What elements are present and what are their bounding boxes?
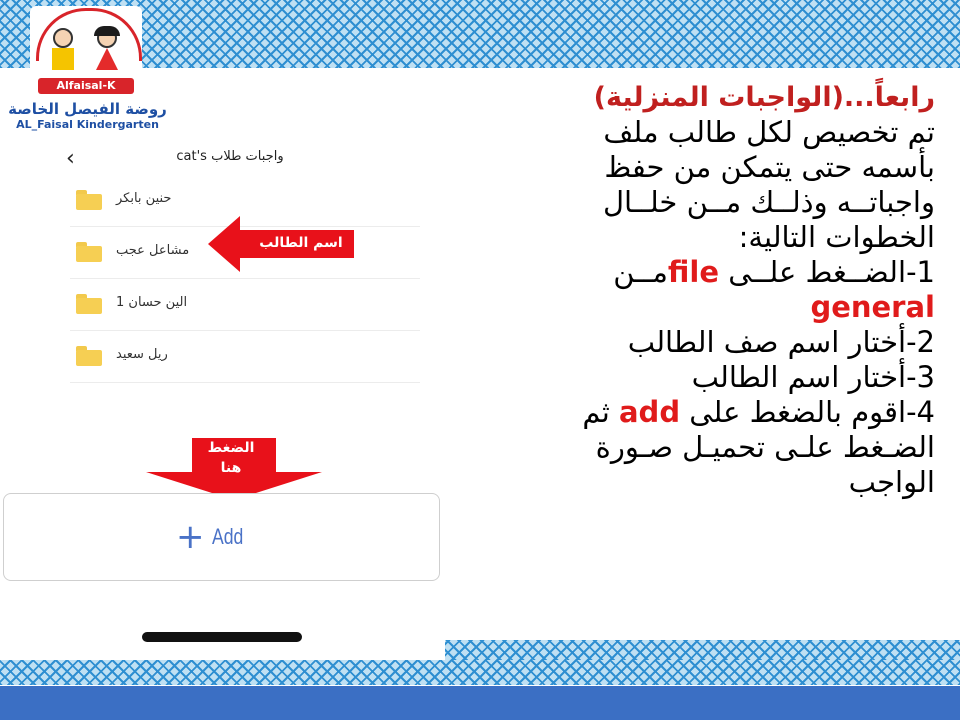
step-3: 3-أختار اسم الطالب xyxy=(691,360,935,394)
logo-badge: Alfaisal-K xyxy=(38,78,134,94)
bottom-pattern-strip xyxy=(0,660,960,685)
student-folder-name: ريل سعيد xyxy=(116,347,168,362)
instruction-line: واجباتــه وذلــك مــن خلــال xyxy=(602,185,935,219)
folder-icon xyxy=(76,190,102,210)
folder-icon xyxy=(76,294,102,314)
instruction-line: الضـغط علـى تحميـل صـورة xyxy=(595,430,935,464)
add-button[interactable] xyxy=(3,493,440,581)
general-keyword: general xyxy=(810,290,935,324)
instruction-line: الواجب xyxy=(848,465,935,499)
callout-label: اسم الطالب xyxy=(259,235,343,251)
home-indicator xyxy=(142,632,302,642)
step-4: 4-اقوم بالضغط على add ثم xyxy=(582,395,935,429)
student-name-callout xyxy=(208,216,358,272)
instruction-line: بأسمه حتى يتمكن من حفظ xyxy=(604,150,935,184)
school-name-en: AL_Faisal Kindergarten xyxy=(16,118,159,131)
folder-title: واجبات طلاب cat's xyxy=(176,149,284,164)
add-label: Add xyxy=(212,524,244,549)
girl-figure-icon xyxy=(94,28,120,78)
student-folder-name: مشاعل عجب xyxy=(116,243,190,258)
instructions-text xyxy=(475,80,935,500)
list-item[interactable] xyxy=(70,332,420,383)
file-keyword: file xyxy=(667,255,720,289)
footer-bar xyxy=(0,686,960,720)
plus-icon: + xyxy=(176,517,205,557)
student-folder-name: حنين بابكر xyxy=(116,191,172,206)
school-name-ar: روضة الفيصل الخاصة xyxy=(8,100,167,118)
kindergarten-logo xyxy=(30,6,142,98)
student-folder-name: الين حسان 1 xyxy=(116,295,188,310)
press-here-label: الضغط هنا xyxy=(207,440,255,476)
instruction-line: تم تخصيص لكل طالب ملف xyxy=(603,115,935,149)
folder-icon xyxy=(76,346,102,366)
step-1: 1-الضــغط علــى fileمــن xyxy=(613,255,935,289)
folder-icon xyxy=(76,242,102,262)
add-keyword: add xyxy=(618,395,681,429)
instruction-line: الخطوات التالية: xyxy=(738,220,935,254)
boy-figure-icon xyxy=(50,28,76,78)
step-2: 2-أختار اسم صف الطالب xyxy=(627,325,935,359)
chevron-left-icon[interactable]: ‹ xyxy=(66,146,75,171)
section-heading: رابعاً...(الواجبات المنزلية) xyxy=(593,82,935,113)
top-pattern-band xyxy=(0,0,960,68)
list-item[interactable] xyxy=(70,280,420,331)
